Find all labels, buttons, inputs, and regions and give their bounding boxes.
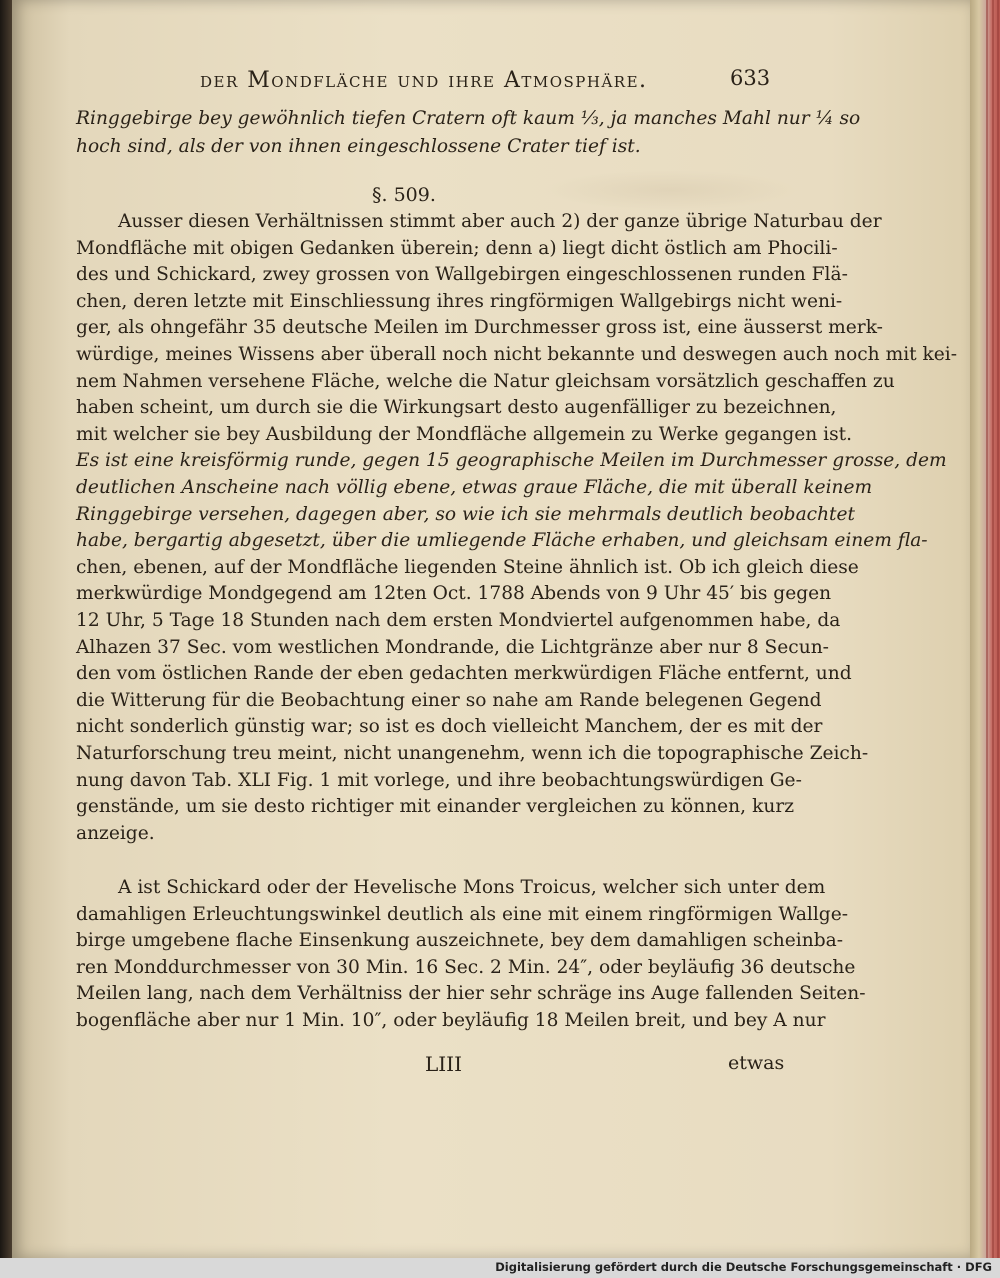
text-line: nem Nahmen versehene Fläche, welche die Natur gleichsam vorsätzlich geschaffen zu [76,370,895,392]
text-line: hoch sind, als der von ihnen eingeschlossene Crater tief ist. [76,136,641,157]
text-line: merkwürdige Mondgegend am 12ten Oct. 1788 Abends von 9 Uhr 45′ bis gegen [76,583,832,605]
text-line: deutlichen Anscheine nach völlig ebene, etwas graue Fläche, die mit überall keinem [76,477,873,498]
text-line: ger, als ohngefähr 35 deutsche Meilen im Durchmesser gross ist, eine äusserst merk- [76,317,883,339]
text-line: Alhazen 37 Sec. vom westlichen Mondrande, die Lichtgränze aber nur 8 Secun- [76,636,829,658]
text-line: birge umgebene flache Einsenkung auszeichnete, bey dem damahligen scheinba- [76,930,843,952]
signature-mark: LIII [425,1052,462,1076]
text-line: chen, ebenen, auf der Mondfläche liegenden Steine ähnlich ist. Ob ich gleich diese [76,556,859,578]
text-line: chen, deren letzte mit Einschliessung ihres ringförmigen Wallgebirgs nicht weni- [76,290,843,312]
text-line: habe, bergartig abgesetzt, über die umliegende Fläche erhaben, und gleichsam einem fla- [76,530,928,552]
text-line: Es ist eine kreisförmig runde, gegen 15 geographische Meilen im Durchmesser grosse, dem [76,450,947,472]
text-line: Ausser diesen Verhältnissen stimmt aber auch 2) der ganze übrige Naturbau der [118,211,882,232]
text-line: Naturforschung treu meint, nicht unangenehm, wenn ich die topographische Zeich- [76,743,869,764]
edge-line [997,0,999,1258]
text-line: bogenfläche aber nur 1 Min. 10″, oder beyläufig 18 Meilen breit, und bey A nur [76,1010,826,1031]
text-line: A ist Schickard oder der Hevelische Mons Troicus, welcher sich unter dem [118,877,826,898]
text-line: nicht sonderlich günstig war; so ist es doch vielleicht Manchem, der es mit der [76,716,823,738]
catchword: etwas [728,1052,785,1074]
text-line: mit welcher sie bey Ausbildung der Mondfläche allgemein zu Werke gegangen ist. [76,423,852,445]
text-line: anzeige. [76,822,155,844]
text-line: ren Monddurchmesser von 30 Min. 16 Sec. 2 Min. 24″, oder beyläufig 36 deutsche [76,956,856,978]
edge-line [992,0,994,1258]
text-line: würdige, meines Wissens aber überall noch nicht bekannte und deswegen auch noch mit kei- [76,344,958,365]
text-line: genstände, um sie desto richtiger mit einander vergleichen zu können, kurz [76,796,794,818]
text-line: nung davon Tab. XLI Fig. 1 mit vorlege, und ihre beobachtungswürdigen Ge- [76,769,802,791]
text-line: Ringgebirge bey gewöhnlich tiefen Cratern oft kaum ⅓, ja manches Mahl nur ¼ so [76,108,861,129]
text-line: Meilen lang, nach dem Verhältniss der hier sehr schräge ins Auge fallenden Seiten- [76,983,866,1005]
section-mark: §. 509. [372,184,436,206]
text-line: des und Schickard, zwey grossen von Wallgebirgen eingeschlossenen runden Flä- [76,264,848,286]
text-line: Ringgebirge versehen, dagegen aber, so wie ich sie mehrmals deutlich beobachtet [76,503,856,525]
dfg-credit: Digitalisierung gefördert durch die Deutsche Forschungsgemeinschaft · DFG [495,1260,992,1274]
running-title: der Mondfläche und ihre Atmosphäre. [200,68,648,93]
text-line: damahligen Erleuchtungswinkel deutlich als eine mit einem ringförmigen Wallge- [76,903,848,925]
footer-bar [0,1258,1000,1278]
text-line: haben scheint, um durch sie die Wirkungsart desto augenfälliger zu bezeichnen, [76,397,837,419]
edge-line [986,0,988,1258]
text-line: 12 Uhr, 5 Tage 18 Stunden nach dem ersten Mondviertel aufgenommen habe, da [76,610,841,631]
page-edges [970,0,1000,1258]
text-line: Mondfläche mit obigen Gedanken überein; denn a) liegt dicht östlich am Phocili- [76,237,838,259]
text-line: den vom östlichen Rande der eben gedachten merkwürdigen Fläche entfernt, und [76,663,852,685]
page-number: 633 [730,66,771,90]
text-line: die Witterung für die Beobachtung einer so nahe am Rande belegenen Gegend [76,689,822,711]
